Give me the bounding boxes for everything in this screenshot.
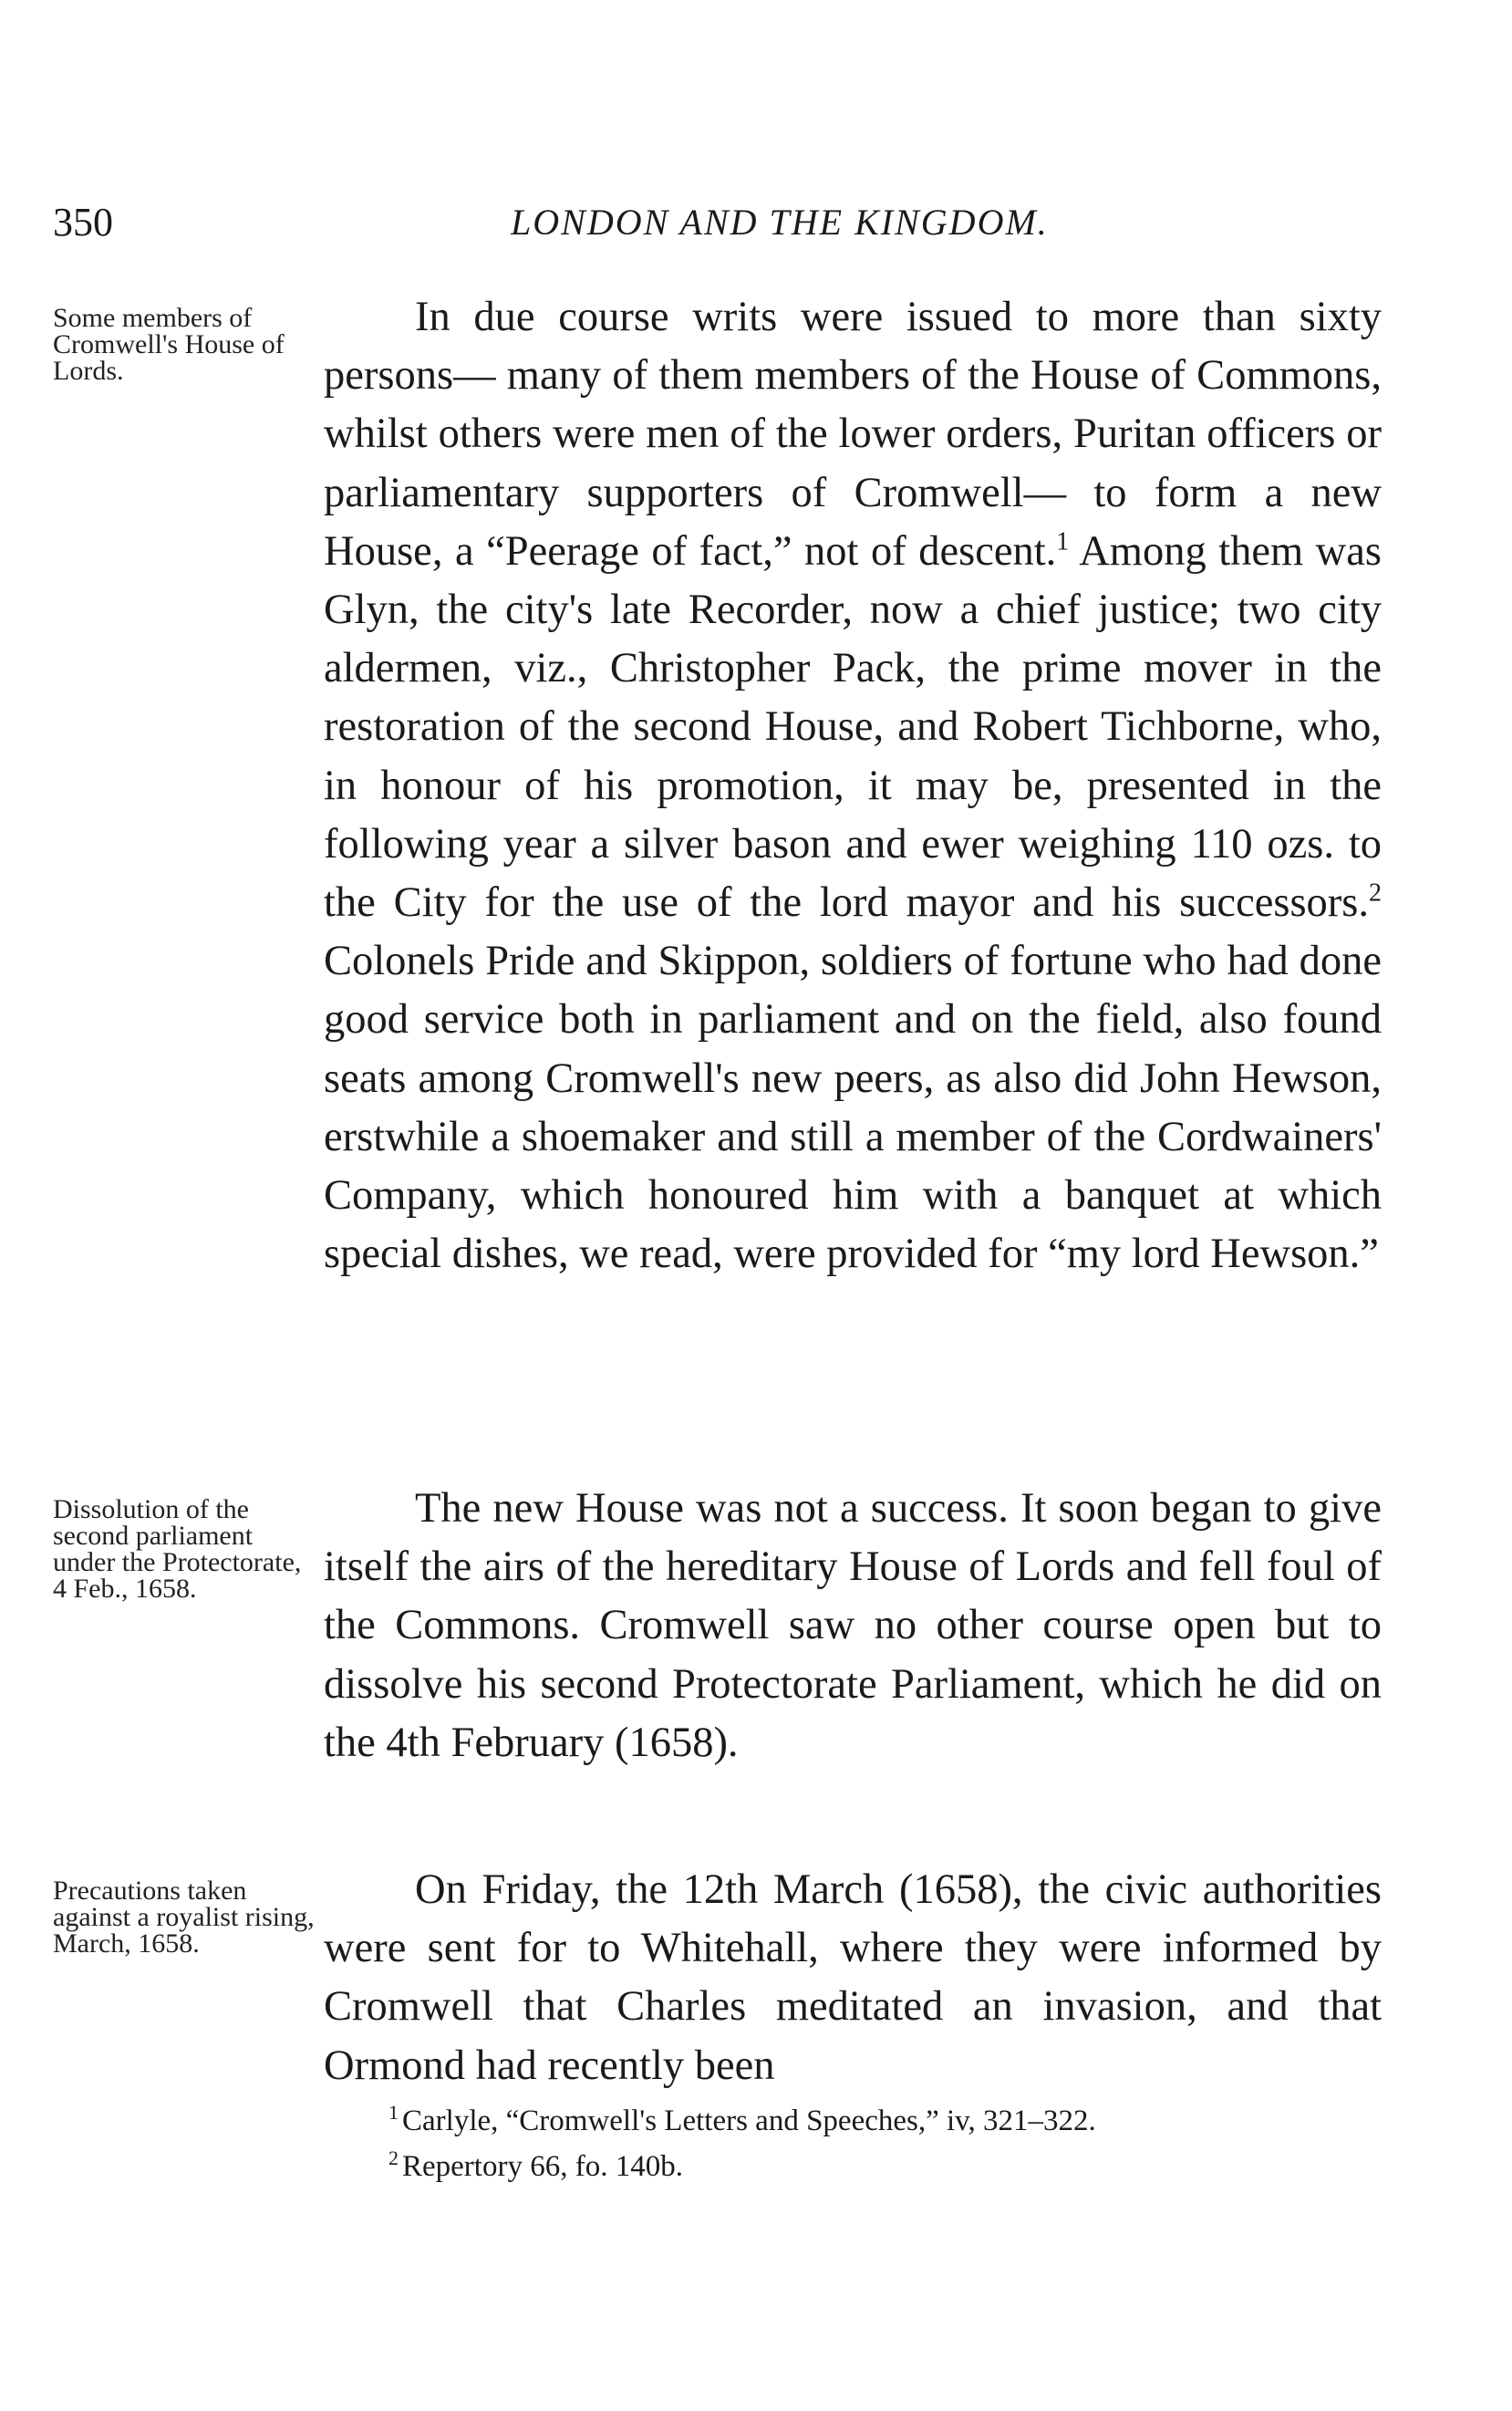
margin-note: Precautions taken against a royalist rising, March, 1658.	[53, 1876, 315, 1959]
footnotes	[388, 2098, 1392, 2189]
page-number: 350	[53, 200, 113, 244]
footnote	[388, 2098, 1392, 2144]
paragraph-text: In due course writs were issued to more than sixty persons— many of them members of the House of Commons, whilst others were men of the lower orders, Puritan officers or parliamentary supporters of Cromwell— to form a new House, a “Peerage of fact,” not of descent.	[324, 294, 1382, 575]
footnote-text: Carlyle, “Cromwell's Letters and Speeches,” iv, 321–322.	[402, 2104, 1096, 2137]
paragraph-text: On Friday, the 12th March (1658), the civic authorities were sent for to Whitehall, where they were informed by Cromwell that Charles meditated an invasion, and that Ormond had recently been	[324, 1866, 1382, 2089]
footnote-reference: 2	[1369, 878, 1382, 908]
footnote-mark: 1	[388, 2101, 399, 2124]
paragraph-text: Among them was Glyn, the city's late Recorder, now a chief justice; two city aldermen, viz., Christopher Pack, the prime mover in the restoration of the second House, and Robert Tichborne, who, in honour of his promotion, it may be, presented in the following year a silver bason and ewer weighing 110 ozs. to the City for the use of the lord mayor and his successors.	[324, 527, 1382, 927]
margin-note: Some members of Cromwell's House of Lords.	[53, 303, 285, 386]
body-paragraph	[324, 1480, 1382, 1772]
running-head: LONDON AND THE KINGDOM.	[511, 202, 1049, 243]
paragraph-text: The new House was not a success. It soon began to give itself the airs of the hereditary House of Lords and fell foul of the Commons. Cromwell saw no other course open but to dissolve his second Protectorate Parliament, which he did on the 4th February (1658).	[324, 1485, 1382, 1766]
footnote-reference: 1	[1056, 527, 1070, 556]
body-paragraph	[324, 288, 1382, 1283]
footnote-text: Repertory 66, fo. 140b.	[402, 2150, 683, 2183]
footnote-mark: 2	[388, 2146, 399, 2169]
footnote	[388, 2144, 1392, 2189]
paragraph-text: Colonels Pride and Skippon, soldiers of fortune who had done good service both in parliament and on the field, also found seats among Cromwell's new peers, as also did John Hewson, erstwhile a shoemaker and still a member of the Cordwainers' Company, which honoured him with a banquet at which special dishes, we read, were provided for “my lord Hewson.”	[324, 938, 1382, 1278]
margin-note: Dissolution of the second parliament under the Protectorate, 4 Feb., 1658.	[53, 1494, 302, 1604]
body-paragraph	[324, 1861, 1382, 2095]
